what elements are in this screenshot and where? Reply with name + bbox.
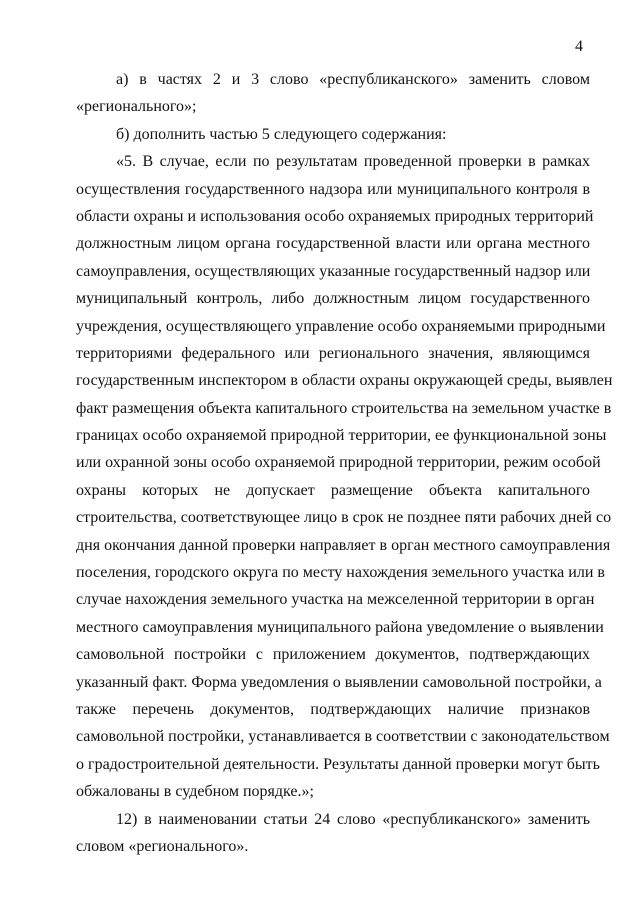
text-line: территориями федерального или регионального значения, являющимся <box>76 344 590 362</box>
text-line: «регионального»; <box>76 98 197 116</box>
text-line: местного самоуправления муниципального района уведомление о выявлении <box>76 618 604 636</box>
text-line: факт размещения объекта капитального строительства на земельном участке в <box>76 399 612 417</box>
text-line: государственным инспектором в области охраны окружающей среды, выявлен <box>76 372 613 390</box>
text-line: самоуправления, осуществляющих указанные государственный надзор или <box>76 262 591 280</box>
text-line: б) дополнить частью 5 следующего содержания: <box>116 125 447 143</box>
text-line: обжалованы в судебном порядке.»; <box>76 783 314 801</box>
text-line: «5. В случае, если по результатам проведенной проверки в рамках <box>116 153 590 171</box>
text-line: осуществления государственного надзора или муниципального контроля в <box>76 180 590 198</box>
text-line: о градостроительной деятельности. Результаты данной проверки могут быть <box>76 755 600 773</box>
text-line: границах особо охраняемой природной территории, ее функциональной зоны <box>76 427 607 445</box>
text-line: а) в частях 2 и 3 слово «республиканского» заменить словом <box>116 71 590 88</box>
text-line: 12) в наименовании статьи 24 слово «республиканского» заменить <box>116 810 590 828</box>
text-line: или охранной зоны особо охраняемой природной территории, режим особой <box>76 454 601 472</box>
text-line: самовольной постройки с приложением документов, подтверждающих <box>76 646 590 664</box>
text-line: должностным лицом органа государственной власти или органа местного <box>76 235 590 253</box>
text-line: охраны которых не допускает размещение объекта капитального <box>76 481 590 499</box>
document-body <box>76 66 613 860</box>
paragraph-part-5 <box>76 148 613 805</box>
text-line: также перечень документов, подтверждающих наличие признаков <box>76 700 590 718</box>
paragraph-b <box>76 121 590 148</box>
page-number: 4 <box>575 38 583 55</box>
text-line: словом «регионального». <box>76 837 249 855</box>
paragraph-12 <box>76 806 590 861</box>
text-line: области охраны и использования особо охраняемых природных территорий <box>76 207 594 225</box>
text-line: строительства, соответствующее лицо в срок не позднее пяти рабочих дней со <box>76 509 612 527</box>
text-line: самовольной постройки, устанавливается в соответствии с законодательством <box>76 728 610 746</box>
paragraph-a <box>76 66 590 121</box>
text-line: поселения, городского округа по месту нахождения земельного участка или в <box>76 564 605 582</box>
text-line: указанный факт. Форма уведомления о выявлении самовольной постройки, а <box>76 673 602 691</box>
text-line: случае нахождения земельного участка на межселенной территории в орган <box>76 591 595 609</box>
text-line: учреждения, осуществляющего управление особо охраняемыми природными <box>76 317 606 335</box>
text-line: дня окончания данной проверки направляет в орган местного самоуправления <box>76 536 611 554</box>
text-line: муниципальный контроль, либо должностным лицом государственного <box>76 290 590 308</box>
